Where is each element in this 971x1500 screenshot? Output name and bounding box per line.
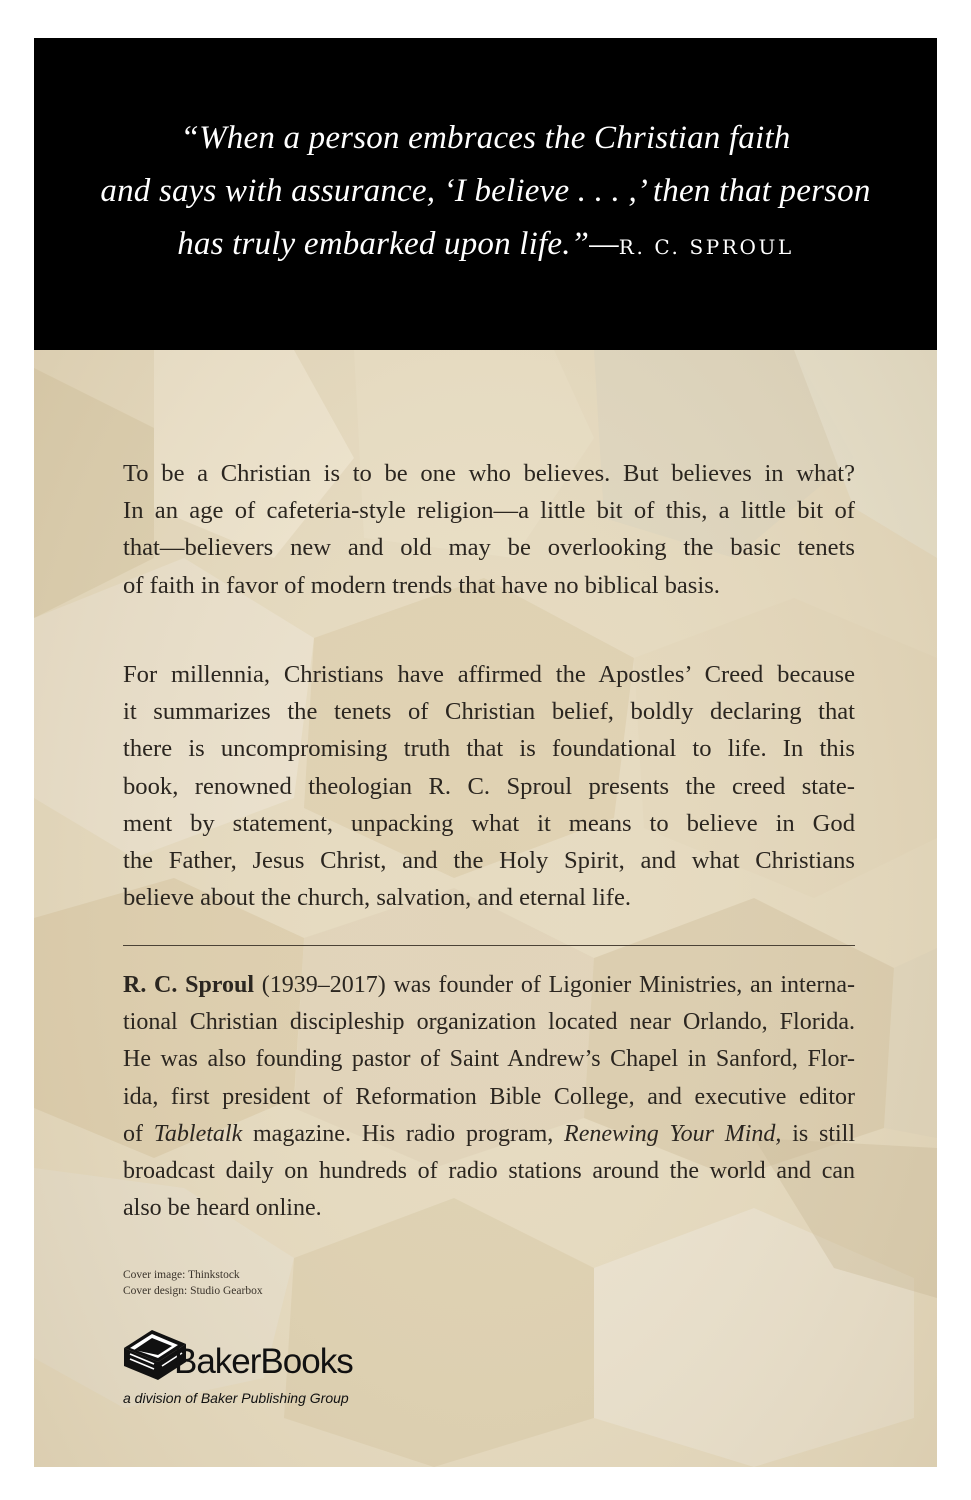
bio-text: is still <box>781 1120 855 1147</box>
bio-text: magazine. His radio program, <box>242 1120 565 1147</box>
magazine-title: Tabletalk <box>153 1120 243 1147</box>
back-cover <box>34 38 937 1467</box>
author-bio <box>123 967 855 1227</box>
attribution-dash: — <box>589 226 619 262</box>
bio-line: He was also founding pastor of Saint Andrew’s Chapel in Sanford, Flor- <box>123 1046 855 1073</box>
publisher-name: BakerBooks <box>174 1342 353 1381</box>
quote-line-2: and says with assurance, ‘I believe . . . ,’ then that person <box>100 173 871 209</box>
cover-image-credit: Cover image: Thinkstock <box>123 1269 240 1281</box>
text-line: the Father, Jesus Christ, and the Holy Spirit, and what Christians <box>123 847 855 875</box>
description-paragraph-2 <box>123 656 855 916</box>
radio-program-title: Renewing Your Mind, <box>564 1120 782 1147</box>
quote-line-3 <box>34 226 937 263</box>
bio-text: of <box>123 1120 154 1147</box>
text-line: ment by statement, unpacking what it means to believe in God <box>123 809 855 837</box>
bio-line <box>123 967 855 1004</box>
quote-attribution: R. C. SPROUL <box>618 235 794 259</box>
text-line: of faith in favor of modern trends that have no biblical basis. <box>123 571 720 599</box>
bio-text: (1939–2017) was founder of Ligonier Ministries, an interna- <box>254 972 856 998</box>
text-line: there is uncompromising truth that is foundational to life. In this <box>123 735 855 763</box>
text-line: In an age of cafeteria-style religion—a little bit of this, a little bit of <box>123 497 855 525</box>
publisher-logo <box>120 1324 480 1414</box>
cover-design-credit: Cover design: Studio Gearbox <box>123 1285 263 1297</box>
quote-line-1: “When a person embraces the Christian faith <box>180 120 791 156</box>
text-line: it summarizes the tenets of Christian belief, boldly declaring that <box>123 698 855 726</box>
description-paragraph-1 <box>123 455 855 604</box>
bio-line: also be heard online. <box>123 1195 322 1222</box>
quote-line-3-text: has truly embarked upon life.” <box>177 226 590 262</box>
author-name: R. C. Sproul <box>123 972 255 998</box>
bio-line: ida, first president of Reformation Bible College, and executive editor <box>123 1083 855 1110</box>
text-line: For millennia, Christians have affirmed the Apostles’ Creed because <box>123 661 855 688</box>
text-line: believe about the church, salvation, and eternal life. <box>123 884 632 912</box>
text-line: book, renowned theologian R. C. Sproul presents the creed state- <box>123 772 855 800</box>
bio-line: tional Christian discipleship organization located near Orlando, Florida. <box>123 1009 855 1036</box>
text-line: To be a Christian is to be one who believes. But believes in what? <box>123 460 855 487</box>
bio-line <box>123 1116 855 1153</box>
publisher-division: a division of Baker Publishing Group <box>123 1390 349 1406</box>
text-line: that—believers new and old may be overlooking the basic tenets <box>123 534 855 562</box>
bio-line: broadcast daily on hundreds of radio stations around the world and can <box>123 1158 855 1185</box>
quote-band <box>34 38 937 350</box>
section-divider <box>123 945 855 946</box>
